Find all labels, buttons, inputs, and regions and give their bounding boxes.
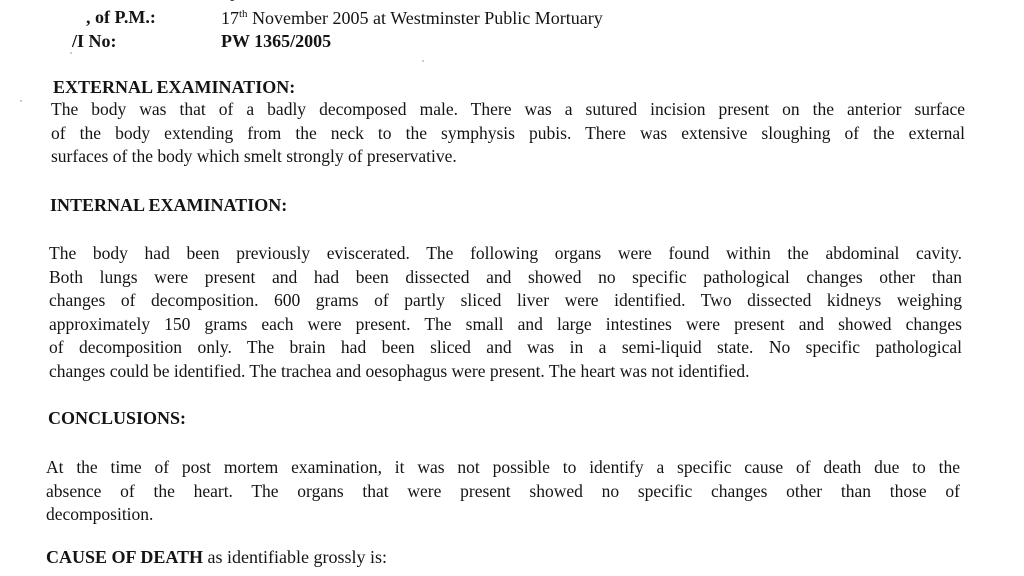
conclusions-line: At the time of post mortem examination, it was not possible to identify a specific cause of death due to the [46, 457, 960, 477]
scan-speck [70, 52, 72, 54]
internal-examination-text [49, 242, 962, 383]
cause-of-death-line [46, 547, 387, 567]
internal-line: Both lungs were present and had been dissected and showed no specific pathological changes other than [49, 266, 962, 287]
internal-line: The body had been previously eviscerated. The following organs were found within the abdominal cavity. [49, 243, 962, 263]
internal-line: changes of decomposition. 600 grams of partly sliced liver were identified. Two dissected kidneys weighing [49, 290, 962, 310]
external-examination-text [51, 98, 965, 169]
scan-speck [20, 100, 22, 102]
date-rest: November 2005 at Westminster Public Mortuary [247, 8, 603, 28]
pm-number-label: /I No: [72, 31, 117, 51]
external-line: surfaces of the body which smelt strongly of preservative. [51, 146, 457, 166]
date-of-pm-value [221, 8, 603, 28]
cause-of-death-text: as identifiable grossly is: [203, 547, 388, 567]
date-day: 17 [221, 8, 239, 28]
clipped-top-line [230, 0, 490, 2]
external-line: of the body extending from the neck to the symphysis pubis. There was extensive sloughing of the external [51, 122, 965, 143]
external-examination-heading: EXTERNAL EXAMINATION: [53, 77, 296, 97]
pm-number-value: PW 1365/2005 [221, 31, 332, 51]
pm-number-row [0, 31, 1024, 53]
date-of-pm-label: , of P.M.: [86, 7, 156, 27]
conclusions-line: decomposition. [46, 504, 154, 524]
conclusions-line: absence of the heart. The organs that were present showed no specific changes other than those of [46, 480, 960, 501]
internal-line: approximately 150 grams each were present. The small and large intestines were present and showed changes [49, 313, 962, 334]
cause-of-death-label: CAUSE OF DEATH [46, 547, 204, 567]
scan-speck [422, 60, 424, 62]
internal-examination-heading: INTERNAL EXAMINATION: [50, 195, 288, 215]
external-line: The body was that of a badly decomposed male. There was a sutured incision present on the anterior surface [51, 99, 965, 119]
date-of-pm-row [0, 7, 1024, 29]
conclusions-text [46, 456, 960, 527]
internal-line: of decomposition only. The brain had been sliced and was in a semi-liquid state. No specific pathological [49, 337, 962, 357]
conclusions-heading: CONCLUSIONS: [48, 408, 187, 428]
internal-line: changes could be identified. The trachea and oesophagus were present. The heart was not identified. [49, 360, 750, 381]
date-suffix: th [239, 8, 248, 20]
